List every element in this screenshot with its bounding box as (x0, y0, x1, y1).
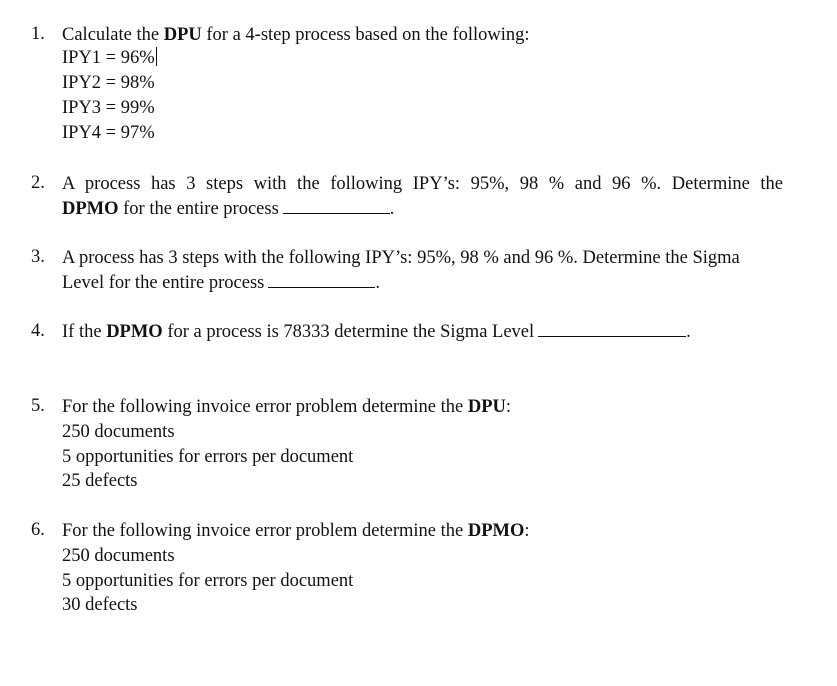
question-number: 6. (31, 520, 45, 540)
given-item: 5 opportunities for errors per document (62, 447, 354, 467)
given-item: IPY3 = 99% (62, 98, 155, 118)
given-item: 250 documents (62, 546, 175, 566)
answer-blank[interactable] (283, 199, 390, 214)
dpu-term: DPU (467, 397, 506, 417)
given-item: 5 opportunities for errors per document (62, 571, 354, 591)
given-item: 30 defects (62, 595, 138, 615)
dpmo-term: DPMO (106, 322, 163, 342)
question-number: 3. (31, 247, 45, 267)
given-item[interactable]: IPY1 = 96% (62, 48, 155, 68)
dpmo-term: DPMO (467, 521, 525, 541)
question-6-prompt: For the following invoice error problem determine the DPMO: (62, 521, 530, 541)
given-item: IPY2 = 98% (62, 73, 155, 93)
question-2-prompt-cont: DPMO for the entire process . (62, 199, 395, 219)
given-item: 250 documents (62, 422, 175, 442)
question-number: 2. (31, 173, 45, 193)
question-3-prompt: A process has 3 steps with the following IPY’s: 95%, 98 % and 96 %. Determine the Sigma (62, 248, 740, 268)
dpu-term: DPU (163, 25, 202, 45)
answer-blank[interactable] (268, 273, 375, 288)
question-2-prompt: A process has 3 steps with the following IPY’s: 95%, 98 % and 96 %. Determine the (62, 174, 783, 194)
question-number: 4. (31, 321, 45, 341)
dpmo-term: DPMO (62, 199, 119, 219)
question-number: 1. (31, 24, 45, 44)
question-4-prompt: If the DPMO for a process is 78333 determine the Sigma Level . (62, 322, 691, 342)
question-number: 5. (31, 396, 45, 416)
question-5-prompt: For the following invoice error problem determine the DPU: (62, 397, 512, 417)
question-3-prompt-cont: Level for the entire process . (62, 273, 381, 293)
text-cursor (156, 47, 157, 66)
given-item: 25 defects (62, 471, 138, 491)
given-item: IPY4 = 97% (62, 123, 155, 143)
answer-blank[interactable] (538, 322, 686, 337)
question-1-prompt: Calculate the DPU for a 4-step process based on the following: (62, 25, 530, 45)
